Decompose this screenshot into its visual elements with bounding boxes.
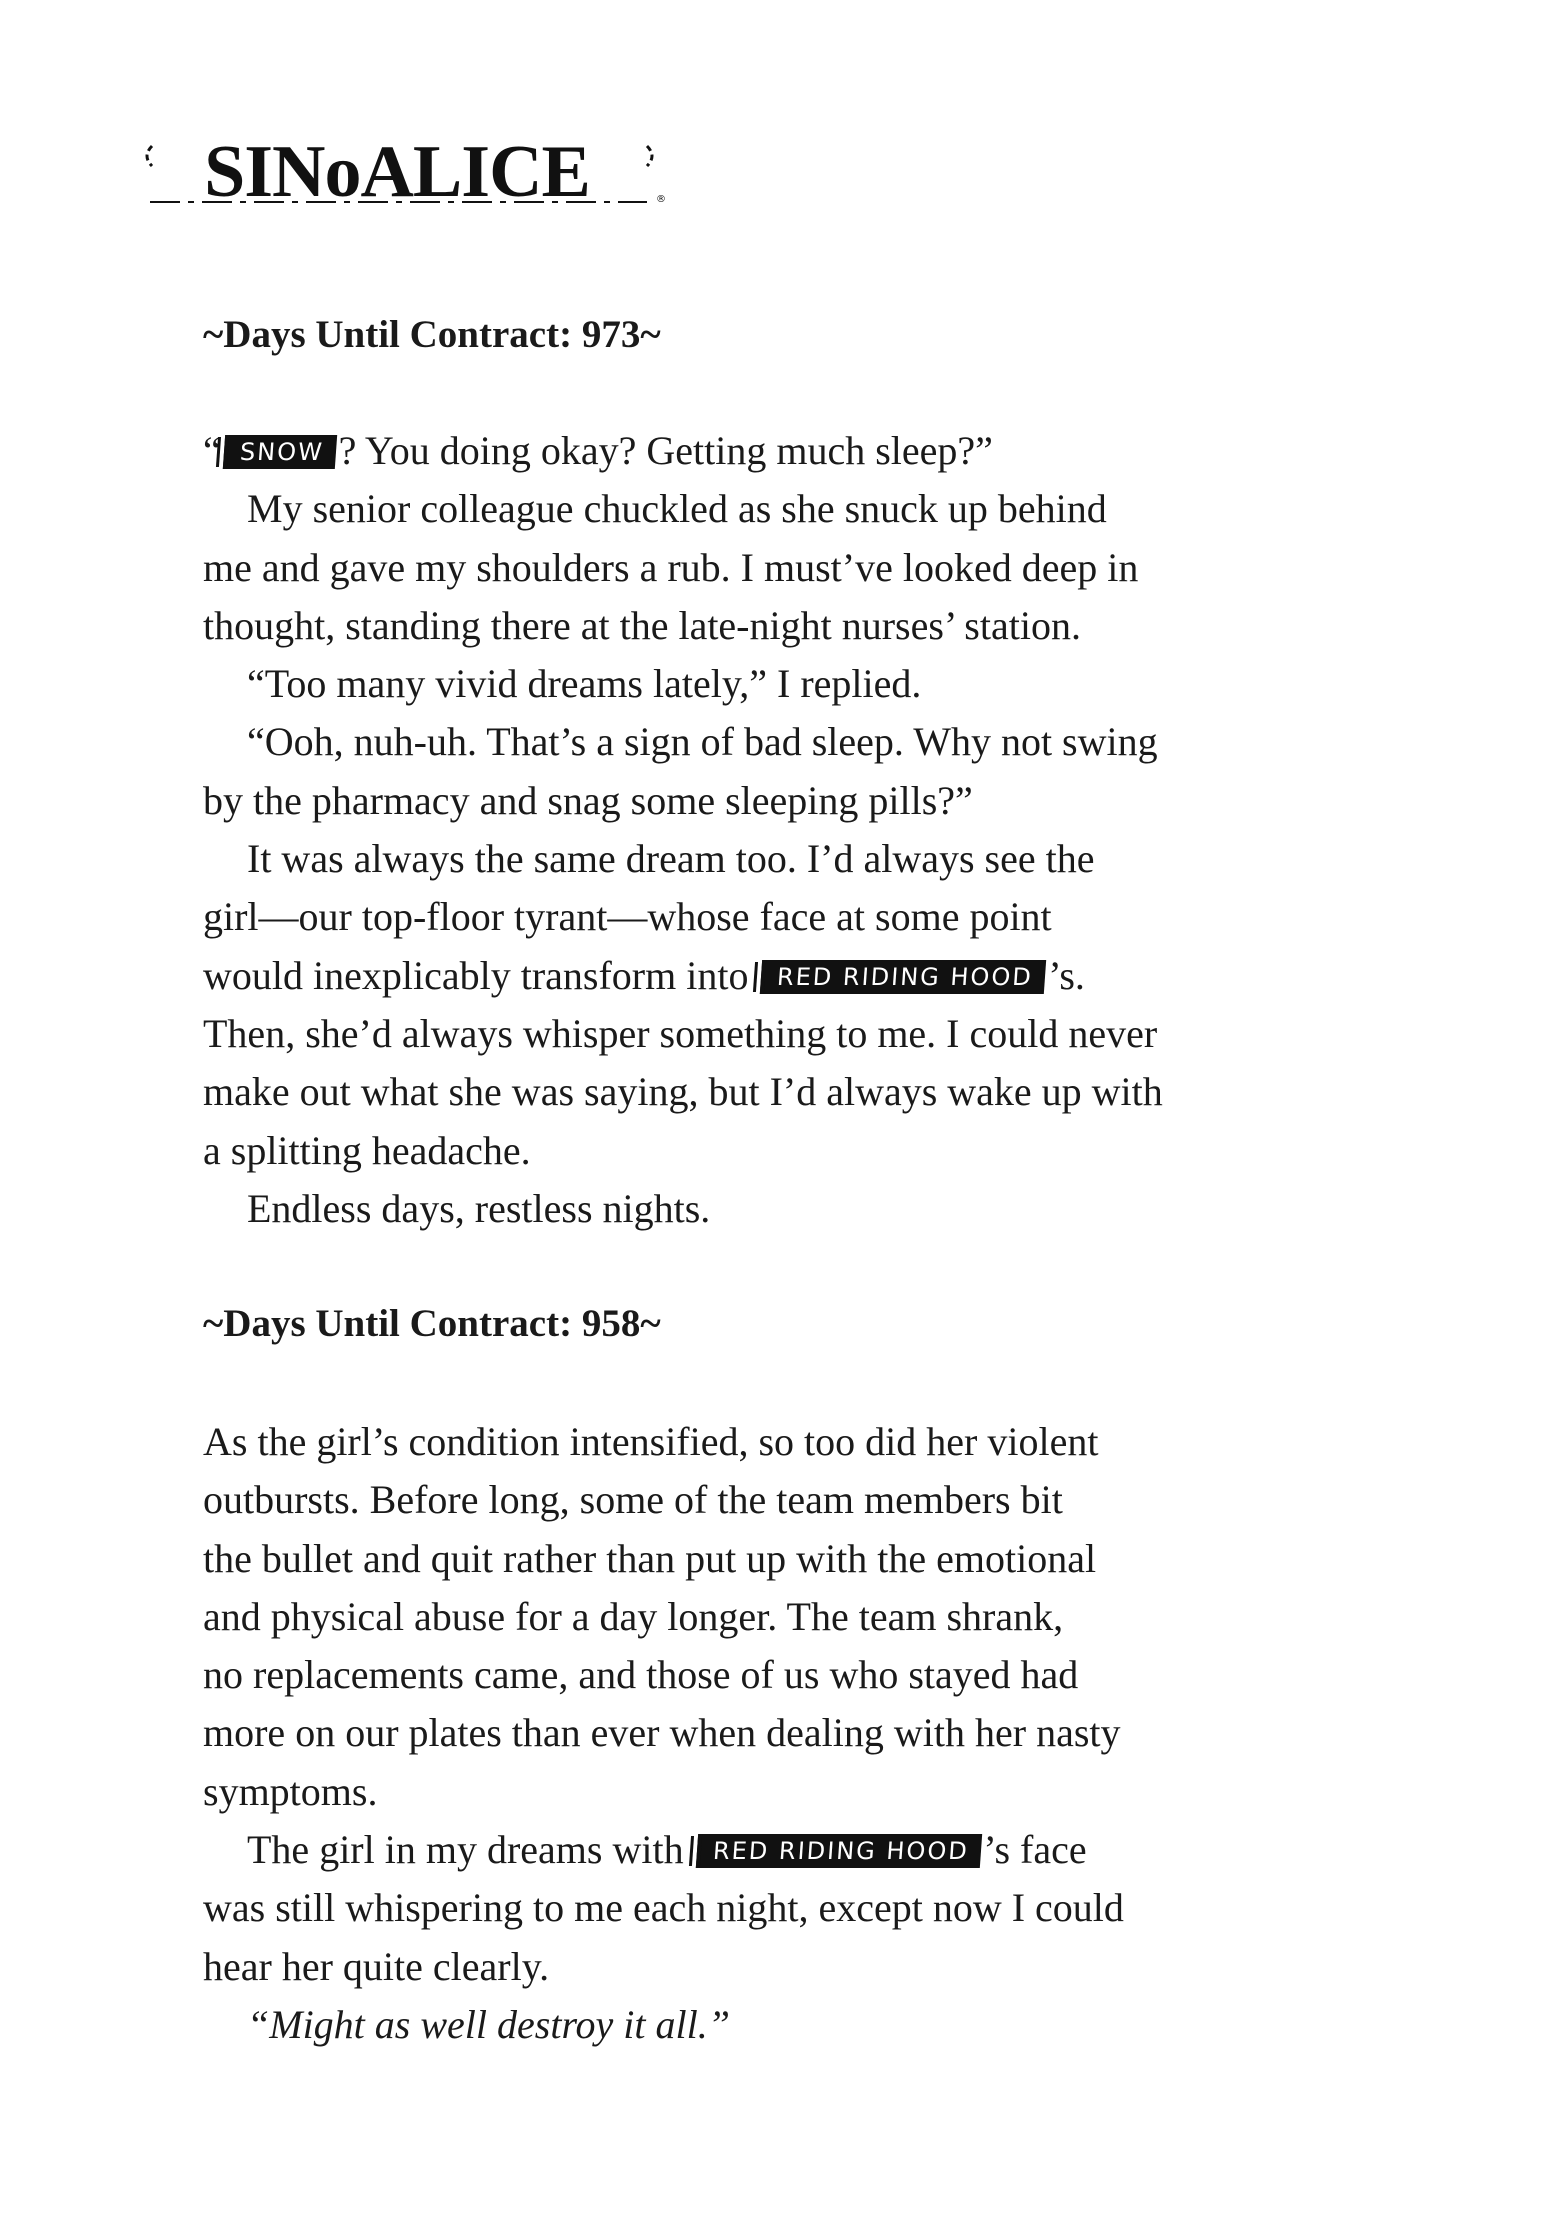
text-segment: no replacements came, and those of us who stayed had xyxy=(203,1652,1079,1698)
redacted-name-label: SNOW xyxy=(223,435,337,469)
text-segment: by the pharmacy and snag some sleeping pills?” xyxy=(203,777,973,823)
text-segment: thought, standing there at the late-night nurses’ station. xyxy=(203,602,1081,648)
logo-graphic xyxy=(142,128,666,213)
text-line xyxy=(203,1588,1124,1646)
text-line xyxy=(203,1005,1163,1063)
text-segment: was still whispering to me each night, except now I could xyxy=(203,1885,1124,1931)
text-segment: ’s. xyxy=(1048,952,1085,998)
text-line xyxy=(203,1704,1124,1762)
text-line xyxy=(203,1763,1124,1821)
section-heading: ~Days Until Contract: 973~ xyxy=(203,313,661,356)
text-line xyxy=(203,1996,1124,2054)
section-body xyxy=(203,422,1163,1238)
text-segment: “ xyxy=(203,428,221,473)
text-line xyxy=(203,597,1163,655)
text-segment: outbursts. Before long, some of the team members bit xyxy=(203,1477,1063,1523)
text-segment: ? You doing okay? Getting much sleep?” xyxy=(338,428,993,473)
text-line xyxy=(203,480,1163,538)
text-segment: “Ooh, nuh-uh. That’s a sign of bad sleep. Why not swing xyxy=(247,719,1158,765)
logo-text: SINoALICE xyxy=(204,131,590,213)
text-segment: and physical abuse for a day longer. The team shrank, xyxy=(203,1593,1064,1639)
text-segment: The girl in my dreams with xyxy=(247,1827,694,1873)
text-segment: symptoms. xyxy=(203,1768,378,1814)
svg-text:®: ® xyxy=(656,194,666,205)
text-line xyxy=(203,1938,1124,1996)
text-segment: me and gave my shoulders a rub. I must’ve looked deep in xyxy=(203,544,1139,590)
text-segment: a splitting headache. xyxy=(203,1127,531,1173)
text-line xyxy=(203,539,1163,597)
section-heading: ~Days Until Contract: 958~ xyxy=(203,1302,661,1345)
text-line xyxy=(203,422,1163,480)
text-segment: hear her quite clearly. xyxy=(203,1943,550,1989)
text-line xyxy=(203,772,1163,830)
text-segment: the bullet and quit rather than put up with the emotional xyxy=(203,1535,1097,1581)
text-segment: girl—our top-floor tyrant—whose face at some point xyxy=(203,894,1052,940)
redacted-name-label: RED RIDING HOOD xyxy=(760,960,1046,994)
text-line xyxy=(203,1063,1163,1121)
text-line xyxy=(203,1413,1124,1471)
text-segment: ’s face xyxy=(983,1827,1087,1873)
redacted-name-label: RED RIDING HOOD xyxy=(695,1834,981,1868)
text-line xyxy=(203,1646,1124,1704)
text-segment: make out what she was saying, but I’d always wake up with xyxy=(203,1069,1163,1115)
text-line xyxy=(203,1879,1124,1937)
text-line xyxy=(203,888,1163,946)
text-segment: Then, she’d always whisper something to me. I could never xyxy=(203,1010,1158,1056)
text-segment: Endless days, restless nights. xyxy=(247,1185,711,1231)
text-segment: My senior colleague chuckled as she snuck up behind xyxy=(247,486,1107,532)
text-line xyxy=(203,947,1163,1005)
text-segment: “Too many vivid dreams lately,” I replied. xyxy=(247,661,922,707)
text-line xyxy=(203,830,1163,888)
section-body xyxy=(203,1413,1124,2054)
text-segment: “Might as well destroy it all.” xyxy=(247,2001,730,2047)
text-line xyxy=(203,655,1163,713)
text-line xyxy=(203,1471,1124,1529)
text-segment: more on our plates than ever when dealing with her nasty xyxy=(203,1710,1121,1756)
text-segment: would inexplicably transform into xyxy=(203,952,759,998)
text-line xyxy=(203,1180,1163,1238)
text-segment: It was always the same dream too. I’d always see the xyxy=(247,836,1095,882)
text-line xyxy=(203,1122,1163,1180)
text-line xyxy=(203,1530,1124,1588)
text-line xyxy=(203,1821,1124,1879)
text-segment: As the girl’s condition intensified, so too did her violent xyxy=(203,1419,1099,1464)
text-line xyxy=(203,713,1163,771)
sinoalice-logo xyxy=(142,128,666,213)
